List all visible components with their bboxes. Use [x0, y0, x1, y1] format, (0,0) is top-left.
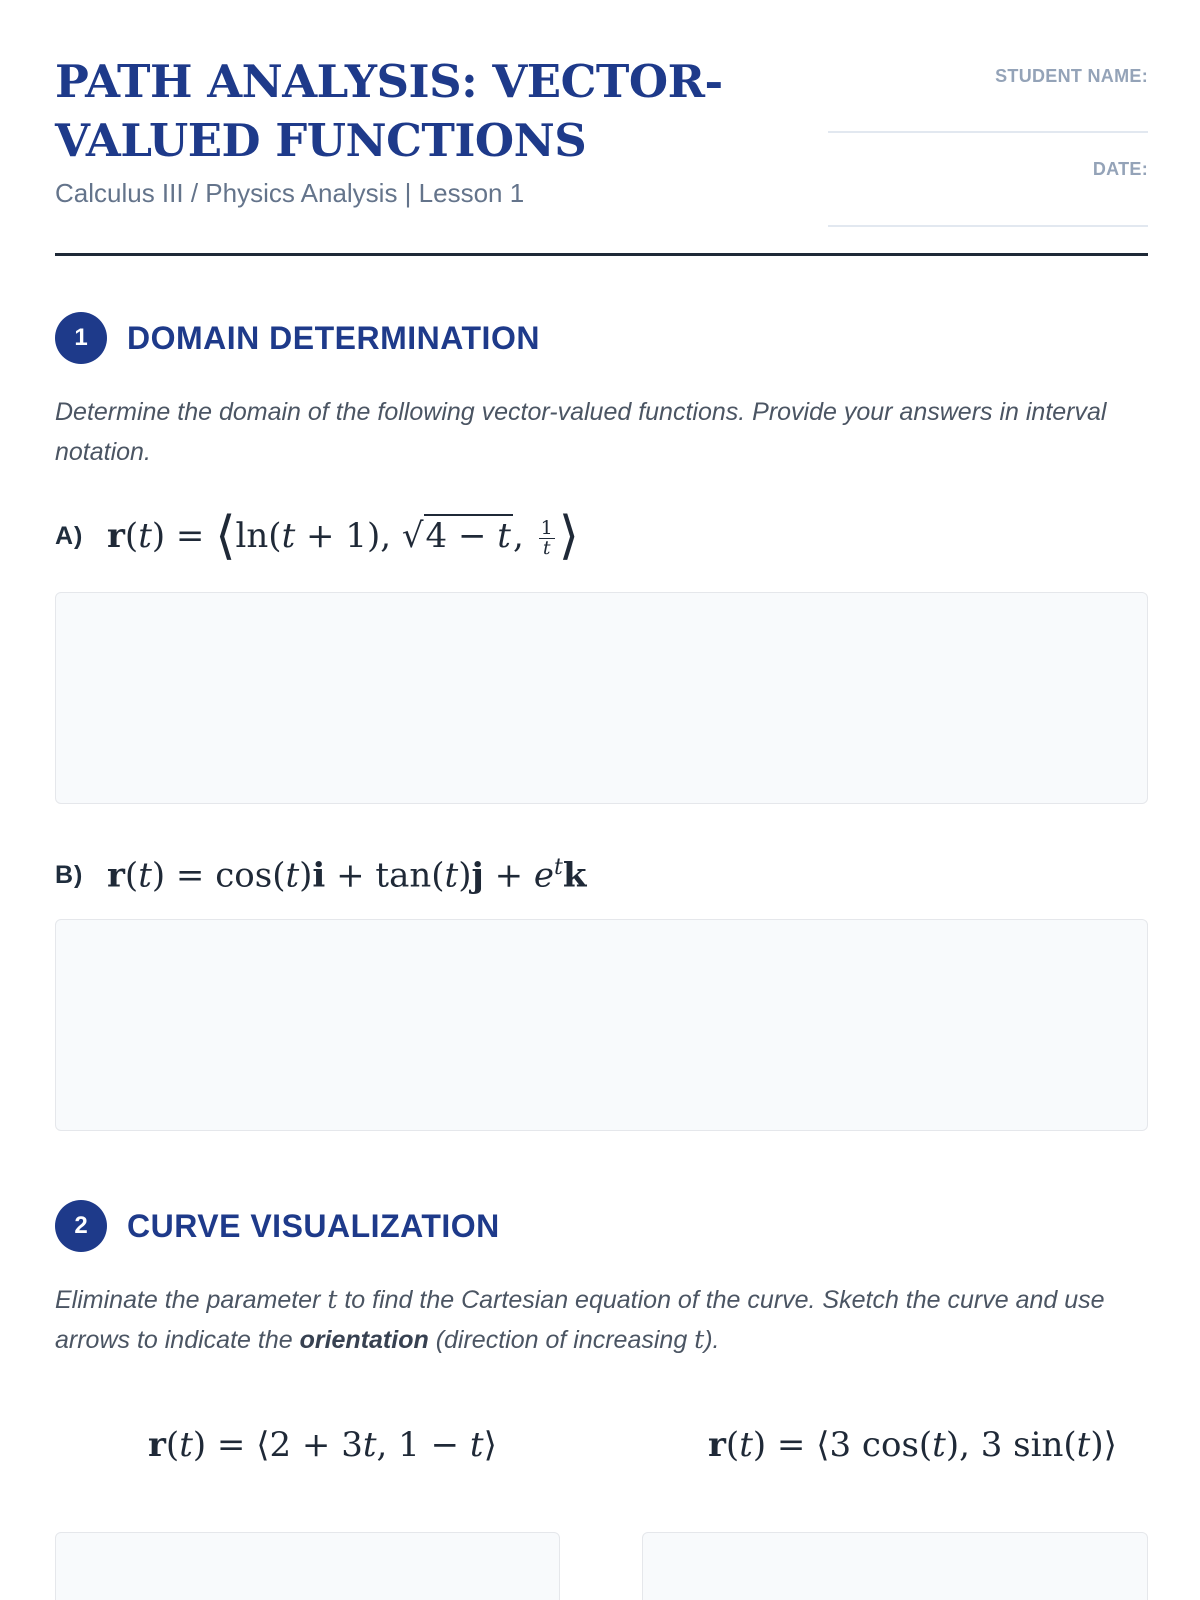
answer-box-b[interactable]	[55, 919, 1148, 1131]
section-title: DOMAIN DETERMINATION	[127, 319, 540, 356]
section-number-badge: 2	[55, 1200, 107, 1252]
answer-box-a[interactable]	[55, 592, 1148, 804]
header-divider	[55, 253, 1148, 256]
worksheet-subtitle: Calculus III / Physics Analysis | Lesson 1	[55, 178, 525, 208]
section-2-header	[55, 1200, 500, 1252]
problem-equation: r(t) = ⟨ln(t + 1), √4 − t, $\frac{1}{t}$ ⟩	[107, 506, 579, 566]
problem-equation: $r(t) = \cos(t)i + \tan(t)j + e^tk$	[107, 855, 587, 896]
curve-equation-1: r(t) = ⟨2 + 3t, 1 − t⟩	[148, 1425, 497, 1465]
problem-a	[55, 506, 579, 566]
curve-equation-2: r(t) = ⟨3 cos(t), 3 sin(t)⟩	[708, 1425, 1117, 1465]
section-1-header	[55, 312, 540, 364]
section-title: CURVE VISUALIZATION	[127, 1207, 500, 1244]
section-1-instructions: Determine the domain of the following vector-valued functions. Provide your answers in interval notation.	[55, 398, 1107, 466]
problem-label: A)	[55, 521, 84, 550]
sketch-box-2[interactable]	[642, 1532, 1148, 1600]
section-2-instructions: Eliminate the parameter t to find the Cartesian equation of the curve. Sketch the curve and use arrows to indicate the orientation (direction of increasing t).	[55, 1285, 1105, 1354]
sketch-box-1[interactable]	[55, 1532, 560, 1600]
section-number-badge: 1	[55, 312, 107, 364]
problem-b	[55, 855, 586, 895]
problem-label: B)	[55, 860, 84, 889]
date-field[interactable]	[828, 225, 1148, 227]
student-name-field[interactable]	[828, 131, 1148, 133]
worksheet-title: PATH ANALYSIS: VECTOR-VALUED FUNCTIONS	[55, 55, 723, 167]
student-name-label: STUDENT NAME:	[995, 66, 1148, 86]
date-label: DATE:	[1092, 159, 1148, 179]
